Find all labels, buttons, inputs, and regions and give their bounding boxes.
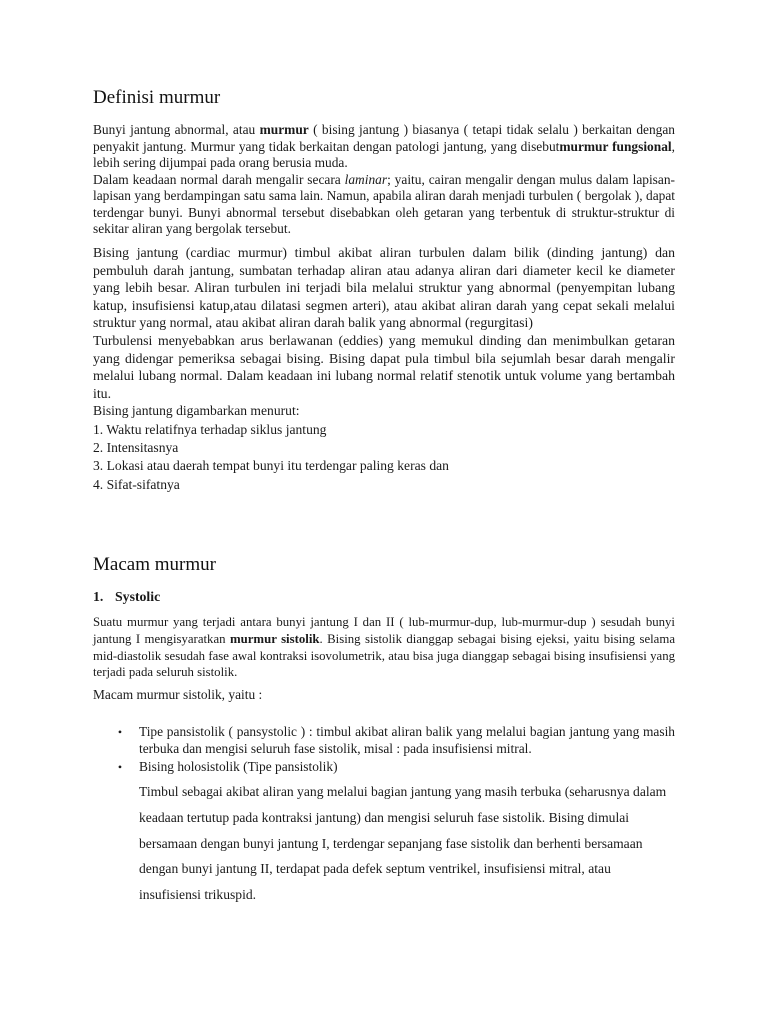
list-item: 1. Waktu relatifnya terhadap siklus jantung (93, 421, 327, 437)
subheading-number: 1. (93, 589, 104, 604)
text-run: ( bising jantung ) biasanya ( tetapi tidak selalu ) berkaitan dengan penyakit jantung. Murmur yang tidak berkaitan dengan patologi jantung, yang disebut (93, 122, 676, 154)
paragraph-macam-sistolik: Macam murmur sistolik, yaitu : (93, 687, 263, 702)
subheading-systolic (93, 588, 675, 606)
bold-term-murmur-fungsional: murmur fungsional (559, 138, 672, 154)
text-run: . Bising sistolik dianggap sebagai bising ejeksi, yaitu bising selama mid-diastolik sesudah fase awal kontraksi isovolumetrik, atau bisa juga dianggap sebagai bising insufisiensi yang terjadi pada seluruh sistolik. (93, 631, 675, 680)
heading-macam-murmur: Macam murmur (93, 554, 216, 575)
paragraph-definisi-2 (93, 172, 675, 238)
bullet-item (113, 759, 675, 908)
bold-term-murmur-sistolik: murmur sistolik (229, 631, 320, 646)
italic-term-laminar: laminar (344, 171, 388, 187)
bullet-item (113, 724, 675, 758)
list-item: 4. Sifat-sifatnya (93, 476, 180, 492)
list-item: 2. Intensitasnya (93, 439, 179, 455)
list-intro: Bising jantung digambarkan menurut: (93, 403, 300, 419)
text-run: Suatu murmur yang terjadi antara bunyi jantung I dan II ( lub-murmur-dup, lub-murmur-dup ) sesudah bunyi jantung I mengisyaratkan (93, 615, 675, 646)
text-run: Bunyi jantung abnormal, atau (93, 122, 260, 137)
bullet-list (113, 724, 675, 907)
bullet-text: Tipe pansistolik ( pansystolic ) : timbul akibat aliran balik yang melalui bagian jantung yang masih terbuka dan mengisi seluruh fase sistolik, misal : pada insufisiensi mitral. (139, 724, 675, 756)
paragraph-definisi-1 (93, 122, 675, 172)
systolic-types-intro (93, 686, 675, 704)
bullet-text: Bising holosistolik (Tipe pansistolik) (139, 758, 338, 774)
text-run: Dalam keadaan normal darah mengalir secara (93, 171, 345, 187)
subheading-title: Systolic (115, 589, 161, 604)
systolic-body (93, 614, 675, 681)
bullet-dot-icon: • (117, 759, 123, 774)
list-item: 3. Lokasi atau daerah tempat bunyi itu terdengar paling keras dan (93, 458, 449, 474)
paragraph-systolic (93, 614, 675, 681)
definisi-body (93, 122, 675, 238)
paragraph-bising-jantung: Bising jantung (cardiac murmur) timbul akibat aliran turbulen dalam bilik (dinding jantung) dan pembuluh darah jantung, sumbatan terhadap aliran atau adanya aliran dari diameter kecil ke diameter yang lebih besar. Aliran turbulen ini terjadi bila melalui struktur yang abnormal (penyempitan lubang katup, insufisiensi katup,atau dilatasi segmen arteri), atau akibat aliran darah yang cepat sekali melalui struktur yang normal, atau akibat aliran darah balik yang abnormal (regurgitasi) (93, 245, 675, 331)
section-macam (93, 554, 675, 576)
text-run: , lebih sering dijumpai pada orang berusia muda. (93, 138, 675, 170)
bullet-dot-icon: • (117, 725, 123, 739)
heading-definisi-murmur: Definisi murmur (93, 87, 221, 108)
definisi-body-2 (93, 244, 675, 494)
paragraph-turbulensi: Turbulensi menyebabkan arus berlawanan (eddies) yang memukul dinding dan menimbulkan getaran yang didengar pemeriksa sebagai bising. Bising dapat pula timbul bila sejumlah besar darah mengalir melalui lubang normal. Dalam keadaan ini lubang normal relatif stenotik untuk volume yang bertambah itu. (93, 332, 675, 401)
bullet-detail: Timbul sebagai akibat aliran yang melalui bagian jantung yang masih terbuka (seharusnya dalam keadaan tertutup pada kontraksi jantung) dan mengisi seluruh fase sistolik. Bising dimulai bersamaan dengan bunyi jantung I, terdengar sepanjang fase sistolik dan berhenti bersamaan dengan bunyi jantung II, terdapat pada defek septum ventrikel, insufisiensi mitral, atau insufisiensi trikuspid. (139, 784, 667, 902)
bold-term-murmur: murmur (259, 122, 309, 137)
text-run: ; yaitu, cairan mengalir dengan mulus dalam lapisan-lapisan yang berdampingan satu sama lain. Namun, apabila aliran darah menjadi turbulen ( bergolak ), dapat terdengar bunyi. Bunyi abnormal tersebut disebabkan oleh getaran yang terbentuk di struktur-struktur di sekitar aliran yang bergolak tersebut. (93, 171, 675, 236)
subheading (93, 588, 675, 606)
section-definisi (93, 87, 675, 109)
